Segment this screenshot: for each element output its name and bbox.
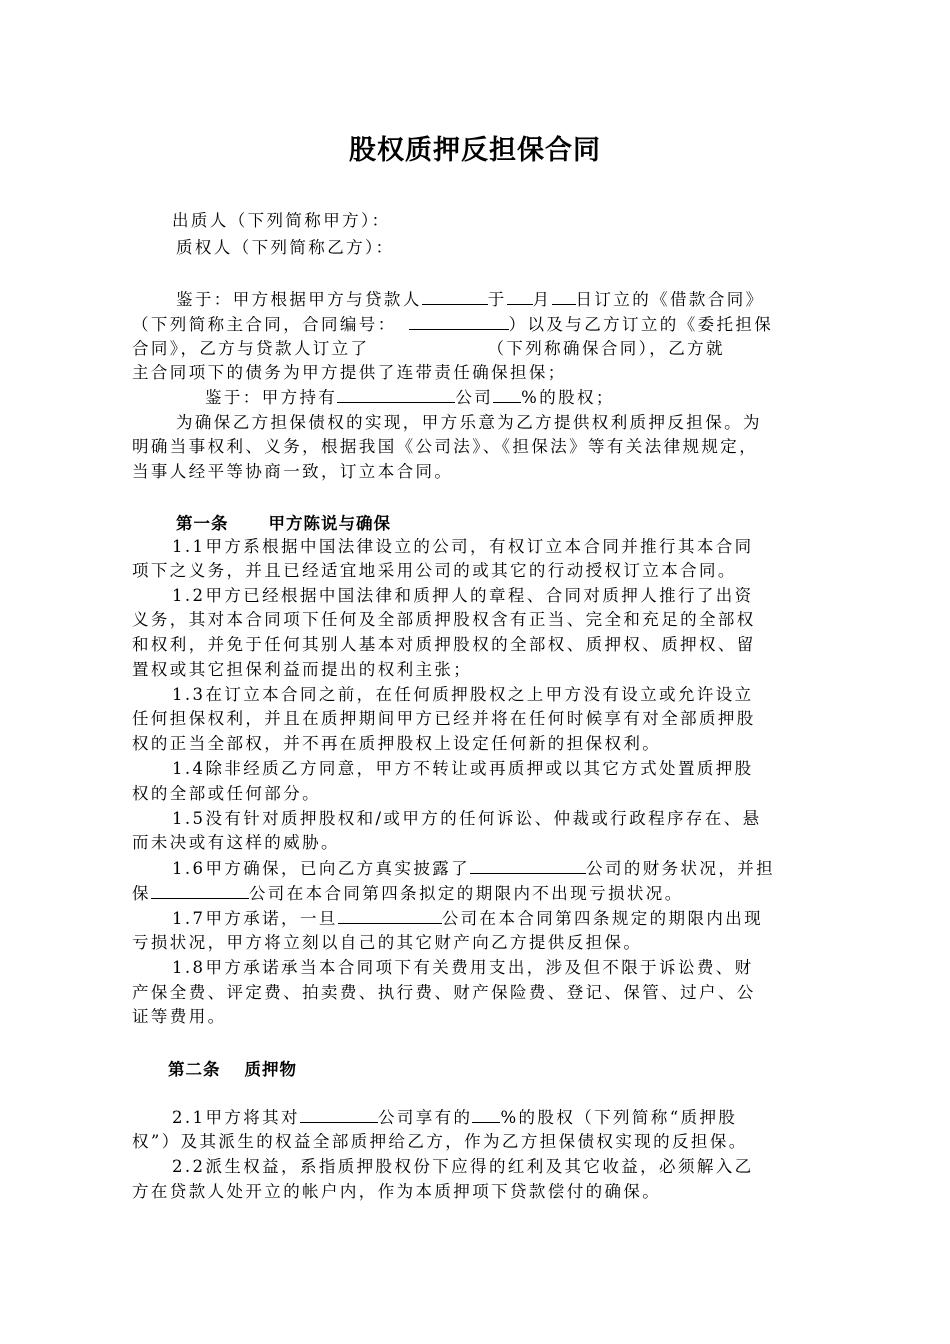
article1-heading [176, 510, 391, 534]
clause-text: %的股权（下列简称“质押股 [500, 1108, 738, 1127]
clause-1-8-line1: 1.8甲方承诺承当本合同项下有关费用支出，涉及但不限于诉讼费、财 [172, 958, 754, 977]
preamble-p2 [205, 386, 895, 409]
clause-1-2-line1: 1.2甲方已经根据中国法律和质押人的章程、合同对质押人推行了出资 [172, 586, 754, 605]
preamble-text: 月 [532, 290, 552, 309]
article2-heading [168, 1056, 297, 1080]
clause-2-1-line2: 权”）及其派生的权益全部质押给乙方，作为乙方担保债权实现的反担保。 [132, 1132, 748, 1151]
company-blank [300, 1106, 378, 1123]
clause-1-3-line1: 1.3在订立本合同之前，在任何质押股权之上甲方没有设立或允许设立 [172, 685, 754, 704]
preamble-text: ）以及与乙方订立的《委托担保 [508, 315, 774, 334]
clause-text: 公司在本合同第四条拟定的期限内不出现亏损状况。 [248, 884, 684, 903]
year-blank [507, 288, 533, 305]
article-number: 第一条 [176, 514, 229, 533]
preamble-p3-line2: 明确当事权利、义务，根据我国《公司法》、《担保法》等有关法律规规定， [132, 437, 759, 456]
day-blank [552, 288, 576, 305]
clause-1-1-line2: 项下之义务，并且已经适宜地采用公司的或其它的行动授权订立本合同。 [132, 561, 737, 580]
clause-1-6-line1 [172, 857, 822, 880]
clause-1-8-line2: 产保全费、评定费、拍卖费、执行费、财产保险费、登记、保管、过户、公 [132, 983, 756, 1002]
clause-2-2-line2: 方在贷款人处开立的帐户内，作为本质押项下贷款偿付的确保。 [132, 1182, 662, 1201]
clause-1-7-line1 [172, 907, 822, 930]
preamble-p1-line3 [132, 338, 822, 360]
preamble-p3-line3: 当事人经平等协商一致，订立本合同。 [132, 462, 454, 481]
lender-blank [422, 288, 488, 305]
preamble-text: 于 [487, 290, 507, 309]
clause-1-4-line2: 权的全部或任何部分。 [132, 784, 321, 803]
preamble-text: %的股权； [521, 388, 615, 407]
article-number: 第二条 [168, 1060, 221, 1079]
clause-text: 公司的财务状况，并担 [586, 859, 776, 878]
clause-text: 2.1甲方将其对 [172, 1108, 300, 1127]
percent-blank [472, 1106, 500, 1123]
clause-1-5-line1: 1.5没有针对质押股权和/或甲方的任何诉讼、仲裁或行政程序存在、悬 [172, 809, 762, 828]
company-blank [337, 386, 455, 403]
clause-1-5-line2: 而未决或有这样的威胁。 [132, 833, 340, 852]
clause-1-8-line3: 证等费用。 [132, 1007, 227, 1026]
clause-text: 1.7甲方承诺，一旦 [172, 909, 338, 928]
clause-1-3-line2: 任何担保权利，并且在质押期间甲方已经并将在任何时候享有对全部质押股 [132, 709, 756, 728]
preamble-p3-line1: 为确保乙方担保债权的实现，甲方乐意为乙方提供权利质押反担保。为 [176, 413, 762, 432]
clause-1-1-line1: 1.1甲方系根据中国法律设立的公司，有权订立本合同并推行其本合同 [172, 537, 754, 556]
clause-text: 公司享有的 [377, 1108, 473, 1127]
clause-2-2-line1: 2.2派生权益，系指质押股权份下应得的红利及其它收益，必须解入乙 [172, 1157, 754, 1176]
preamble-p1-line4: 主合同项下的债务为甲方提供了连带责任确保担保； [132, 363, 567, 382]
company-blank [151, 882, 249, 899]
clause-1-6-line2 [132, 882, 822, 905]
preamble-text: （下列称确保合同），乙方就 [487, 339, 725, 358]
article-title: 甲方陈说与确保 [268, 514, 391, 533]
clause-1-2-line3: 和权利，并免于任何其别人基本对质押股权的全部权、质押权、质押权、留 [132, 635, 756, 654]
clause-1-4-line1: 1.4除非经质乙方同意，甲方不转让或再质押或以其它方式处置质押股 [172, 759, 754, 778]
preamble-text: 鉴于：甲方根据甲方与贷款人 [176, 290, 422, 309]
preamble-p1-line1 [176, 288, 826, 311]
article-title: 质押物 [244, 1060, 297, 1079]
clause-text: 公司在本合同第四条规定的期限内出现 [441, 909, 764, 928]
preamble-text: 日订立的《借款合同》 [575, 290, 765, 309]
preamble-text: 公司 [455, 388, 494, 407]
preamble-text: 合同》，乙方与贷款人订立了 [132, 339, 370, 358]
preamble-text: （下列简称主合同，合同编号： [132, 315, 397, 334]
company-blank [338, 907, 442, 924]
preamble-text: 鉴于：甲方持有 [205, 388, 338, 407]
preamble-p1-line2 [132, 313, 822, 336]
clause-1-3-line3: 权的正当全部权，并不再在质押股权上设定任何新的担保权利。 [132, 734, 662, 753]
company-blank [470, 857, 586, 874]
pledgor-line: 出质人（下列简称甲方）： [172, 211, 391, 230]
clause-text: 保 [132, 884, 151, 903]
pledgee-line: 质权人（下列简称乙方）： [176, 238, 395, 257]
contract-number-blank [409, 313, 509, 330]
clause-text: 1.6甲方确保，已向乙方真实披露了 [172, 859, 471, 878]
clause-1-7-line2: 亏损状况，甲方将立刻以自己的其它财产向乙方提供反担保。 [132, 933, 643, 952]
percent-blank [493, 386, 521, 403]
page-title: 股权质押反担保合同 [349, 135, 601, 166]
clause-1-2-line2: 义务，其对本合同项下任何及全部质押股权含有正当、完全和充足的全部权 [132, 610, 756, 629]
clause-2-1-line1 [172, 1106, 822, 1129]
clause-1-2-line4: 置权或其它担保利益而提出的权利主张； [132, 660, 473, 679]
